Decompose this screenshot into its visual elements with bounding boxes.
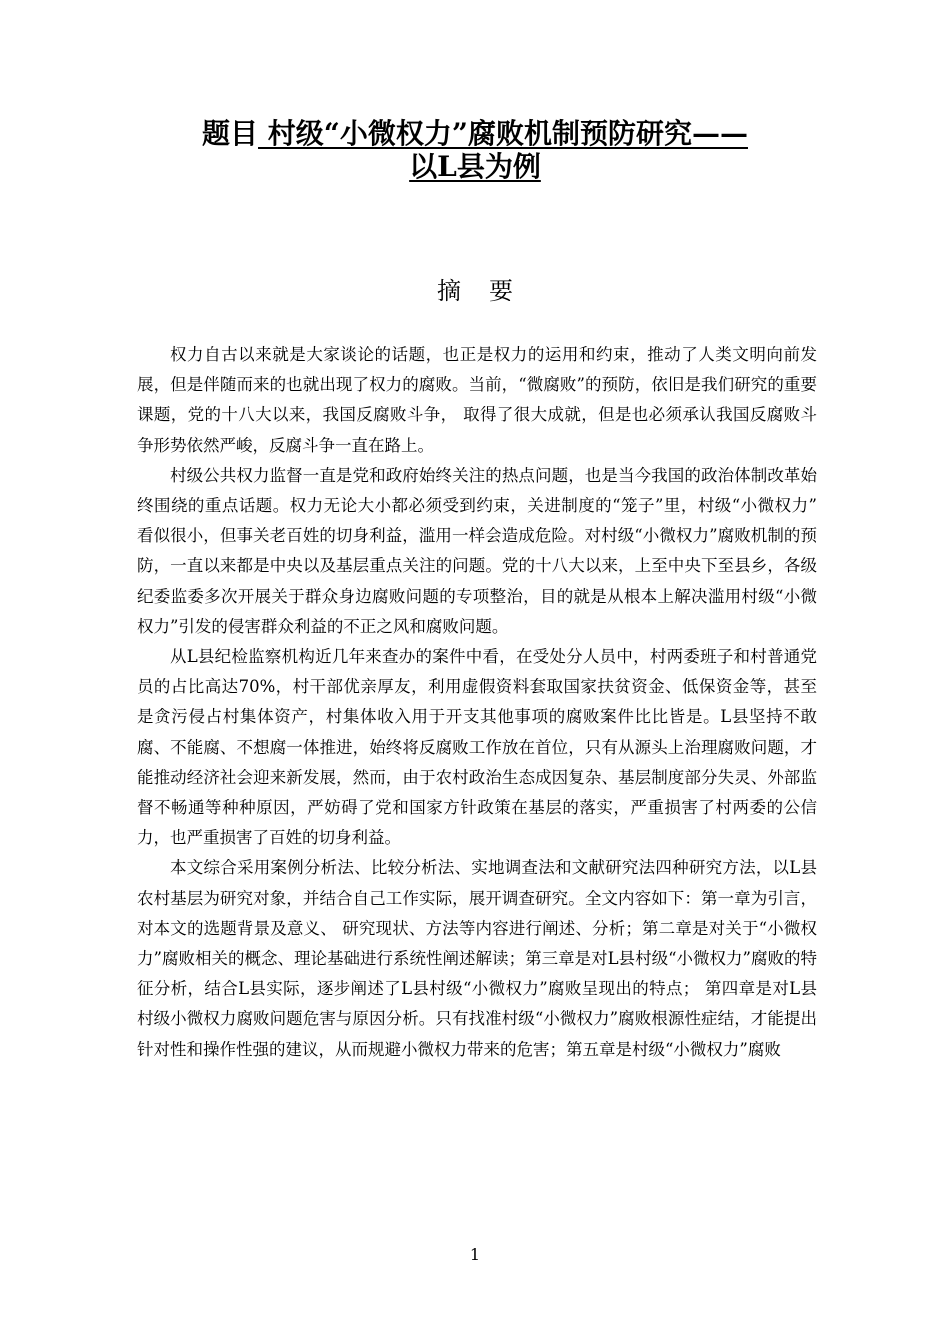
abstract-paragraph-1: 权力自古以来就是大家谈论的话题，也正是权力的运用和约束，推动了人类文明向前发展，但是伴随而来的也就出现了权力的腐败。当前，“微腐败”的预防，依旧是我们研究的重要课题，党的十八大以来，我国反腐败斗争， 取得了很大成就，但是也必须承认我国反腐败斗争形势依然严峻，反腐斗争一直在路上。 (137, 345, 817, 455)
title-text-line-2: 以L县为例 (409, 150, 541, 183)
abstract-paragraph-3: 从L县纪检监察机构近几年来查办的案件中看，在受处分人员中，村两委班子和村普通党员的占比高达70%，村干部优亲厚友，利用虚假资料套取国家扶贫资金、低保资金等，甚至是贪污侵占村集体资产，村集体收入用于开支其他事项的腐败案件比比皆是。L县坚持不敢腐、不能腐、不想腐一体推进，始终将反腐败工作放在首位，只有从源头上治理腐败问题，才能推动经济社会迎来新发展，然而，由于农村政治生态成因复杂、基层制度部分失灵、外部监督不畅通等种种原因，严妨碍了党和国家方针政策在基层的落实，严重损害了村两委的公信力，也严重损害了百姓的切身利益。 (137, 647, 817, 848)
thesis-title-line-1 (100, 117, 850, 151)
abstract-paragraph-2: 村级公共权力监督一直是党和政府始终关注的热点问题，也是当今我国的政治体制改革始终围绕的重点话题。权力无论大小都必须受到约束，关进制度的“笼子”里，村级“小微权力” 看似很小，但事关老百姓的切身利益，滥用一样会造成危险。对村级“小微权力”腐败机制的预防，一直以来都是中央以及基层重点关注的问题。党的十八大以来，上至中央下至县乡，各级纪委监委多次开展关于群众身边腐败问题的专项整治，目的就是从根本上解决滥用村级“小微权力”引发的侵害群众利益的不正之风和腐败问题。 (137, 465, 817, 636)
abstract-heading: 摘要 (437, 277, 541, 305)
title-text-line-1: 村级“小微权力”腐败机制预防研究—— (258, 117, 748, 150)
thesis-title-line-2 (100, 150, 850, 184)
page-number: 1 (469, 1245, 481, 1264)
abstract-body (137, 340, 817, 1065)
title-prefix: 题目 (202, 117, 259, 150)
abstract-paragraph-4: 本文综合采用案例分析法、比较分析法、实地调查法和文献研究法四种研究方法，以L县农村基层为研究对象，并结合自己工作实际，展开调查研究。全文内容如下：第一章为引言，对本文的选题背景及意义、 研究现状、方法等内容进行阐述、分析；第二章是对关于“小微权力”腐败相关的概念、理论基础进行系统性阐述解读；第三章是对L县村级“小微权力”腐败的特征分析，结合L县实际，逐步阐述了L县村级“小微权力”腐败呈现出的特点； 第四章是对L县村级小微权力腐败问题危害与原因分析。只有找准村级“小微权力”腐败根源性症结，才能提出针对性和操作性强的建议，从而规避小微权力带来的危害；第五章是村级“小微权力”腐败 (137, 858, 817, 1059)
